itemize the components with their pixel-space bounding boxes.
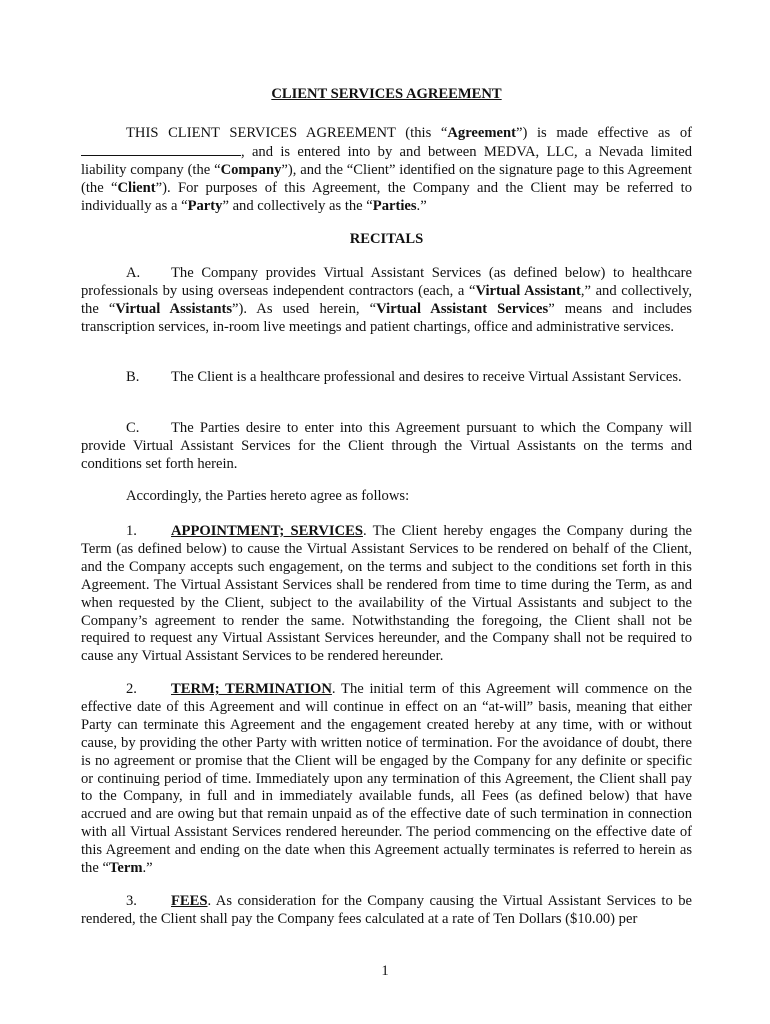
recital-a-text: ,” and collectively, the “ <box>81 282 692 317</box>
defined-term-virtual-assistant-services: Virtual Assistant Services <box>376 300 549 317</box>
section-3-number: 3. <box>126 893 137 909</box>
section-3 <box>81 893 692 929</box>
section-2-number: 2. <box>126 681 137 697</box>
intro-text: ”), and the “Client” identified on the signature page to this Agreement (the “ <box>81 161 692 196</box>
section-1-number: 1. <box>126 523 137 539</box>
recital-a-text: The Company provides Virtual Assistant Services (as defined below) to healthcare professionals by using overseas independent contractors (each, a “ <box>81 265 692 299</box>
intro-text: ”) is made effective as of <box>516 125 692 141</box>
recital-a <box>81 265 692 337</box>
recitals-heading: RECITALS <box>349 231 424 247</box>
recital-b-label: B. <box>126 369 140 385</box>
intro-text: .” <box>416 197 427 214</box>
section-3-heading: FEES <box>171 893 208 909</box>
recital-c <box>81 420 692 474</box>
document-title: CLIENT SERVICES AGREEMENT <box>271 86 502 102</box>
effective-date-blank <box>81 143 241 156</box>
recital-c-text: The Parties desire to enter into this Agreement pursuant to which the Company will provide Virtual Assistant Services for the Client through the Virtual Assistants on the terms and conditions set forth herein. <box>81 420 692 472</box>
recital-a-label: A. <box>126 265 141 281</box>
page-number: 1 <box>381 963 389 979</box>
recital-a-text: ” means and includes transcription services, in-room live meetings and patient chartings, office and administrative services. <box>81 300 692 335</box>
accordingly-paragraph <box>81 488 692 506</box>
recital-b-text: The Client is a healthcare professional and desires to receive Virtual Assistant Services. <box>171 369 682 385</box>
defined-term-agreement: Agreement <box>447 125 516 141</box>
recital-c-label: C. <box>126 420 140 436</box>
section-2-end: .” <box>142 860 153 877</box>
intro-text: ”). For purposes of this Agreement, the Company and the Client may be referred to individually as a “ <box>81 179 692 214</box>
intro-paragraph <box>81 125 692 216</box>
section-1 <box>81 523 692 666</box>
defined-term-company: Company <box>220 161 282 178</box>
accordingly-text: Accordingly, the Parties hereto agree as follows: <box>126 488 410 504</box>
defined-term-parties: Parties <box>372 197 417 214</box>
defined-term-client: Client <box>117 179 156 196</box>
section-2-text: . The initial term of this Agreement will commence on the effective date of this Agreement and will continue in effect on an “at-will” basis, meaning that either Party can terminate this Agreement and the engagement created hereby at any time, with or without cause, by providing the other Party with written notice of termination. For the avoidance of doubt, there is no agreement or promise that the Client will be engaged by the Company for any definite or specific or continuing period of time. Immediately upon any termination of this Agreement, the Client shall pay to the Company, in full and in immediately available funds, all Fees (as defined below) that have accrued and are owing but that remain unpaid as of the effective date of such termination in connection with all Virtual Assistant Services rendered hereunder. The period commencing on the effective date of this Agreement and ending on the date when this Agreement actually terminates is referred to herein as the “ <box>81 681 692 877</box>
defined-term-virtual-assistants: Virtual Assistants <box>115 300 232 317</box>
section-1-text: . The Client hereby engages the Company during the Term (as defined below) to cause the Virtual Assistant Services to be rendered on behalf of the Client, and the Company accepts such engagement, on the terms and subject to the conditions set forth in this Agreement. The Virtual Assistant Services shall be rendered from time to time during the Term, as and when requested by the Client, subject to the availability of the Virtual Assistants and subject to the Company’s agreement to render the same. Notwithstanding the foregoing, the Client shall not be required to request any Virtual Assistant Services hereunder, and the Company shall not be required to cause any Virtual Assistant Services to be rendered hereunder. <box>81 523 692 665</box>
intro-text: THIS CLIENT SERVICES AGREEMENT (this “ <box>126 125 448 141</box>
section-3-text: . As consideration for the Company causing the Virtual Assistant Services to be rendered, the Client shall pay the Company fees calculated at a rate of Ten Dollars ($10.00) per <box>81 893 692 927</box>
intro-text: , and is entered into by and between MEDVA, LLC, a Nevada limited liability company (the “ <box>81 143 692 178</box>
recital-b <box>81 369 692 387</box>
section-2-heading: TERM; TERMINATION <box>171 681 332 697</box>
defined-term-party: Party <box>187 197 223 214</box>
recital-a-text: ”). As used herein, “ <box>232 300 377 317</box>
defined-term-term: Term <box>108 860 143 877</box>
section-2 <box>81 681 692 878</box>
section-1-heading: APPOINTMENT; SERVICES <box>171 523 363 539</box>
defined-term-virtual-assistant: Virtual Assistant <box>475 282 581 299</box>
intro-text: ” and collectively as the “ <box>222 197 373 214</box>
